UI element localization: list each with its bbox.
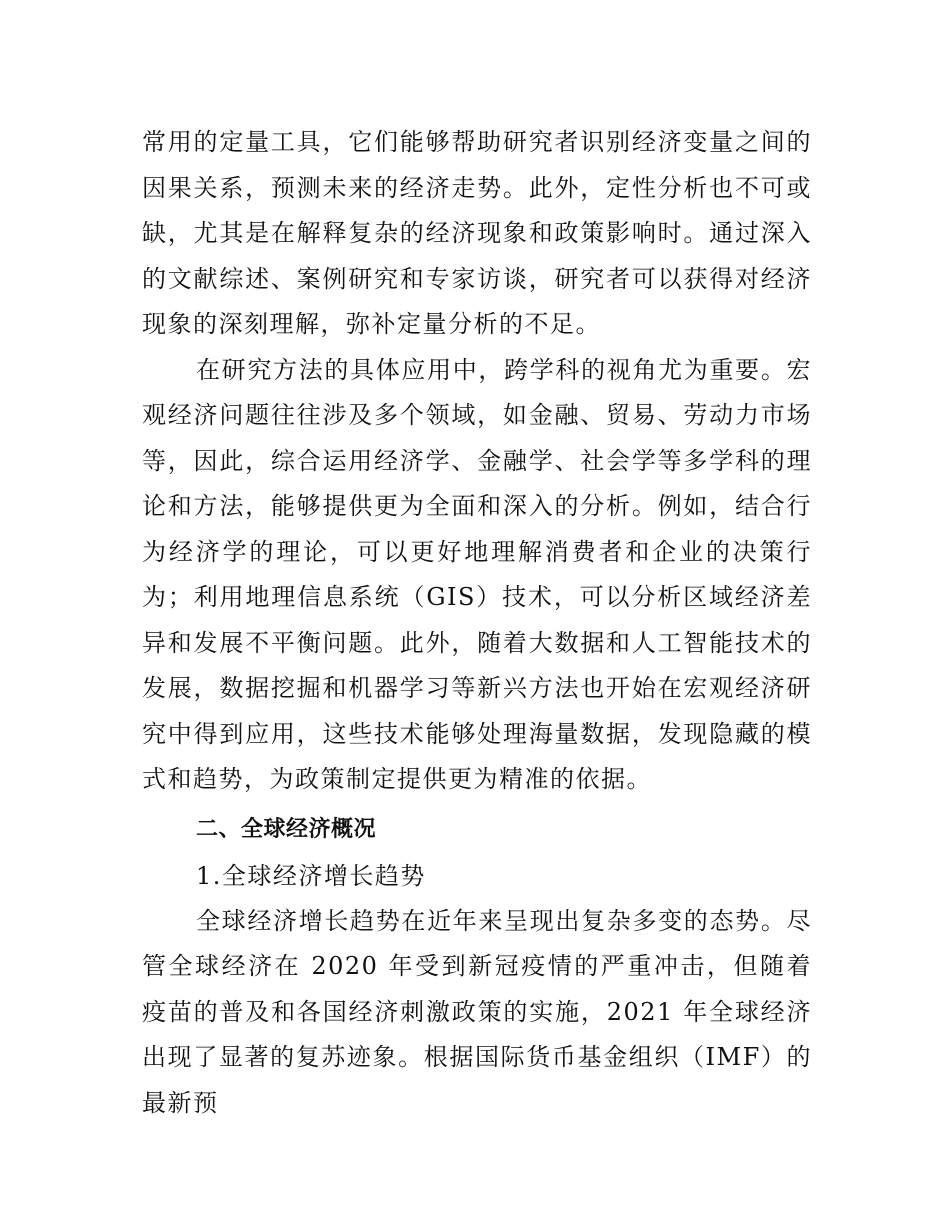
body-paragraph-growth-trend: 全球经济增长趋势在近年来呈现出复杂多变的态势。尽管全球经济在 2020 年受到新冠疫情的严重冲击，但随着疫苗的普及和各国经济刺激政策的实施，2021 年全球经济出现了显著的复苏迹象。根据国际货币基金组织（IMF）的最新预 — [142, 906, 812, 1117]
body-paragraph-research-methods: 在研究方法的具体应用中，跨学科的视角尤为重要。宏观经济问题往往涉及多个领域，如金融、贸易、劳动力市场等，因此，综合运用经济学、金融学、社会学等多学科的理论和方法，能够提供更为全面和深入的分析。例如，结合行为经济学的理论，可以更好地理解消费者和企业的决策行为；利用地理信息系统（GIS）技术，可以分析区域经济差异和发展不平衡问题。此外，随着大数据和人工智能技术的发展，数据挖掘和机器学习等新兴方法也开始在宏观经济研究中得到应用，这些技术能够处理海量数据，发现隐藏的模式和趋势，为政策制定提供更为精准的依据。 — [142, 355, 812, 793]
section-heading: 二、全球经济概况 — [196, 816, 377, 842]
body-paragraph-continued: 常用的定量工具，它们能够帮助研究者识别经济变量之间的因果关系，预测未来的经济走势。此外，定性分析也不可或缺，尤其是在解释复杂的经济现象和政策影响时。通过深入的文献综述、案例研究和专家访谈，研究者可以获得对经济现象的深刻理解，弥补定量分析的不足。 — [142, 128, 812, 338]
document-body — [142, 120, 812, 1126]
subsection-heading: 1.全球经济增长趋势 — [196, 861, 426, 890]
